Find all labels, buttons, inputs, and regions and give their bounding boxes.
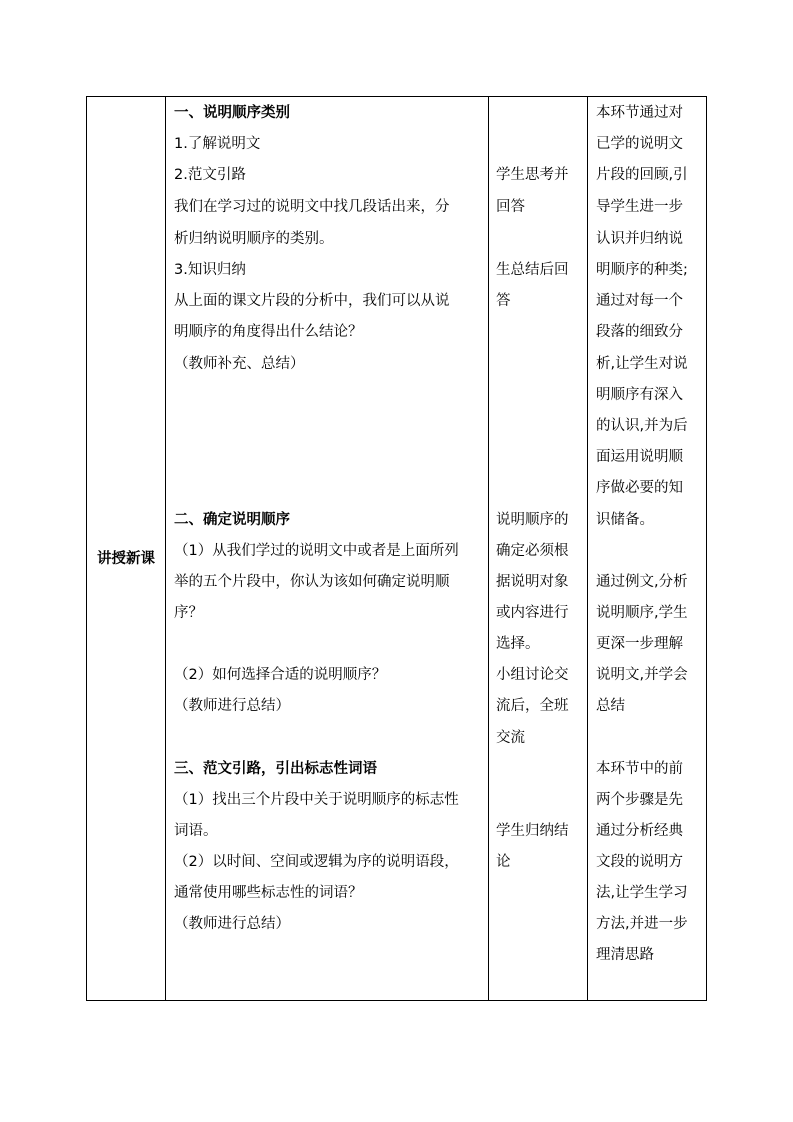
purpose-line: 认识并归纳说 (596, 231, 683, 247)
content-line: 我们在学习过的说明文中找几段话出来，分 (174, 199, 450, 215)
content-line: 明顺序的角度得出什么结论？ (174, 324, 363, 340)
purpose-line: 片段的回顾,引 (596, 167, 688, 183)
content-line: 词语。 (174, 823, 218, 839)
purpose-line: 段落的细致分 (596, 324, 683, 340)
purpose-line: 已学的说明文 (596, 136, 683, 152)
purpose-line: 理清思路 (596, 947, 654, 963)
section-title: 三、范文引路，引出标志性词语 (174, 761, 377, 777)
content-line: 析归纳说明顺序的类别。 (174, 231, 334, 247)
purpose-line: 本环节通过对 (596, 105, 683, 121)
student-line: 说明顺序的 (496, 512, 569, 528)
student-line: 学生归纳结 (496, 823, 569, 839)
content-line: 通常使用哪些标志性的词语？ (174, 885, 363, 901)
student-line: 小组讨论交 (496, 667, 569, 683)
purpose-line: 识储备。 (596, 512, 654, 528)
column-divider (587, 97, 588, 1000)
content-line: 2.范文引路 (174, 167, 246, 183)
column-divider (488, 97, 489, 1000)
student-line: 回答 (496, 199, 525, 215)
student-line: 据说明对象 (496, 574, 569, 590)
content-line: 举的五个片段中，你认为该如何确定说明顺 (174, 574, 450, 590)
purpose-line: 面运用说明顺 (596, 449, 683, 465)
purpose-line: 的认识,并为后 (596, 418, 688, 434)
student-line: 论 (496, 854, 511, 870)
section-title: 一、说明顺序类别 (174, 105, 290, 121)
purpose-line: 说明顺序,学生 (596, 605, 688, 621)
student-line: 学生思考并 (496, 167, 569, 183)
purpose-line: 通过例文,分析 (596, 574, 688, 590)
lesson-plan-table (86, 96, 707, 1001)
purpose-line: 通过分析经典 (596, 823, 683, 839)
student-line: 或内容进行 (496, 605, 569, 621)
student-line: 确定必须根 (496, 543, 569, 559)
purpose-line: 两个步骤是先 (596, 792, 683, 808)
content-line: 从上面的课文片段的分析中，我们可以从说 (174, 293, 450, 309)
purpose-line: 说明文,并学会 (596, 667, 688, 683)
content-line: 序？ (174, 605, 203, 621)
purpose-line: 本环节中的前 (596, 761, 683, 777)
column-divider (165, 97, 166, 1000)
content-line: 1.了解说明文 (174, 136, 261, 152)
row-label: 讲授新课 (97, 551, 155, 567)
content-line: （教师补充、总结） (174, 356, 305, 372)
purpose-line: 总结 (596, 698, 625, 714)
content-line: （2）如何选择合适的说明顺序？ (174, 667, 387, 683)
student-line: 选择。 (496, 636, 540, 652)
content-line: （1）找出三个片段中关于说明顺序的标志性 (174, 792, 459, 808)
student-line: 生总结后回 (496, 262, 569, 278)
purpose-line: 文段的说明方 (596, 854, 683, 870)
purpose-line: 更深一步理解 (596, 636, 683, 652)
purpose-line: 明顺序的种类; (596, 262, 688, 278)
content-line: （教师进行总结） (174, 916, 290, 932)
content-line: （1）从我们学过的说明文中或者是上面所列 (174, 543, 459, 559)
purpose-line: 导学生进一步 (596, 199, 683, 215)
content-line: （教师进行总结） (174, 698, 290, 714)
content-line: 3.知识归纳 (174, 262, 246, 278)
student-line: 流后，全班 (496, 698, 569, 714)
purpose-line: 序做必要的知 (596, 480, 683, 496)
student-activity-cell (496, 97, 584, 1000)
purpose-line: 方法,并进一步 (596, 916, 688, 932)
purpose-line: 明顺序有深入 (596, 387, 683, 403)
content-cell (174, 97, 484, 1000)
student-line: 答 (496, 293, 511, 309)
content-line: （2）以时间、空间或逻辑为序的说明语段， (174, 854, 459, 870)
purpose-line: 通过对每一个 (596, 293, 683, 309)
purpose-line: 析,让学生对说 (596, 356, 688, 372)
purpose-cell (596, 97, 704, 1000)
purpose-line: 法,让学生学习 (596, 885, 688, 901)
section-title: 二、确定说明顺序 (174, 512, 290, 528)
student-line: 交流 (496, 730, 525, 746)
